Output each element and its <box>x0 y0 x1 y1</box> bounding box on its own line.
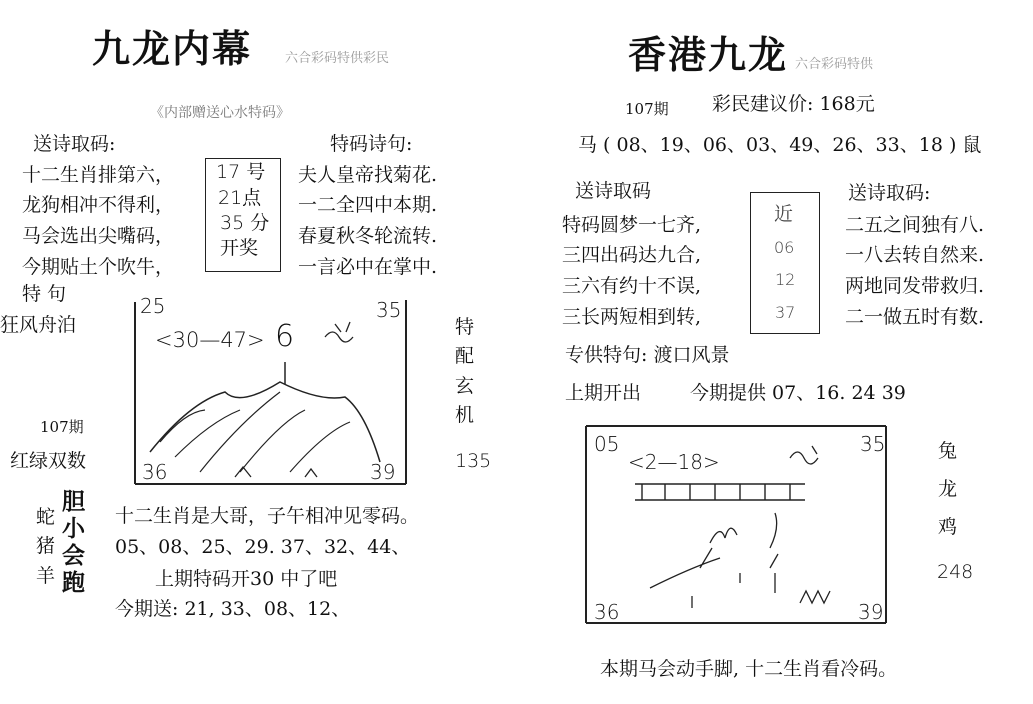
right-horse-line: 马 ( 08、19、06、03、49、26、33、18 ) 鼠 <box>578 134 982 156</box>
right-side-char: 鸡 <box>938 516 958 538</box>
left-title-note: 六合彩码特供彩民 <box>285 51 390 66</box>
right-poem-left-line: 三六有约十不误, <box>562 275 702 297</box>
left-animal: 羊 <box>36 564 56 587</box>
left-number-line: 05、08、25、29. 37、32、44、 <box>115 536 411 558</box>
left-poem-right-line: 夫人皇帝找菊花. <box>298 164 438 186</box>
right-special-line: 专供特句: 渡口风景 <box>565 344 730 366</box>
left-poem-left-line: 龙狗相冲不得利， <box>22 194 175 216</box>
left-tejv-label: 特 句 <box>22 283 67 305</box>
left-poem-left-head: 送诗取码: <box>33 133 116 155</box>
left-this-period: 今期送: 21, 33、08、12、 <box>115 598 351 620</box>
left-side-char: 特 <box>455 316 475 338</box>
left-draw-time-line: 35 分 <box>220 212 270 234</box>
left-period: 107期 <box>40 418 84 436</box>
right-side-char: 龙 <box>938 478 958 500</box>
left-draw-time-line: 17 号 <box>216 161 266 183</box>
left-side-number: 135 <box>455 450 492 472</box>
left-animal: 猪 <box>36 535 56 558</box>
left-last-period: 上期特码开30 中了吧 <box>155 568 338 590</box>
right-title: 香港九龙 <box>628 32 789 77</box>
right-poem-left-line: 三长两短相到转, <box>562 306 702 328</box>
left-draw-time-line: 21点 <box>218 187 262 209</box>
right-poem-right-line: 二一做五时有数. <box>845 306 985 328</box>
right-box-line: 06 <box>774 238 795 257</box>
left-poem-right-head: 特码诗句: <box>330 133 413 155</box>
right-side-vertical <box>938 432 957 546</box>
right-last-label: 上期开出 <box>565 382 642 404</box>
left-sketch-range: <30—47> <box>155 328 265 352</box>
right-poem-right-line: 二五之间独有八. <box>845 214 985 236</box>
left-title: 九龙内幕 <box>92 26 253 71</box>
left-color-label: 红绿双数 <box>10 450 87 472</box>
left-bold-char: 会 <box>62 542 85 570</box>
left-sketch <box>130 292 410 492</box>
left-bold-char: 小 <box>62 515 85 543</box>
right-poem-left-line: 三四出码达九合, <box>562 244 702 266</box>
left-sketch-top-right: 35 <box>376 298 402 322</box>
right-sketch-top-right: 35 <box>860 432 886 456</box>
left-sketch-bottom-left: 36 <box>142 460 168 484</box>
right-sketch-top-left: 05 <box>594 432 620 456</box>
right-box-line: 37 <box>775 303 796 322</box>
left-side-char: 玄 <box>455 374 475 397</box>
left-subtitle: 《内部赠送心水特码》 <box>150 105 290 121</box>
left-animals <box>36 503 55 591</box>
right-sketch-bottom-left: 36 <box>594 600 620 624</box>
left-bold-vertical <box>62 488 85 597</box>
left-side-char: 配 <box>455 345 475 368</box>
right-poem-right-line: 一八去转自然来. <box>845 244 985 266</box>
left-bold-char: 跑 <box>62 569 85 597</box>
left-side-vertical <box>455 313 474 431</box>
right-poem-left-line: 特码圆梦一七齐, <box>562 214 702 236</box>
left-sketch-bottom-right: 39 <box>370 460 396 484</box>
right-poem-right-line: 两地同发带救归. <box>845 275 985 297</box>
right-this-offer: 今期提供 07、16. 24 39 <box>690 382 906 404</box>
left-poem-left-line: 十二生肖排第六， <box>22 164 175 186</box>
right-poem-left-head: 送诗取码 <box>575 180 652 202</box>
right-title-note: 六合彩码特供 <box>795 57 874 72</box>
left-side-char: 机 <box>455 404 475 427</box>
right-box-line: 12 <box>775 270 796 289</box>
left-poem-right-line: 一二全四中本期. <box>298 194 438 216</box>
right-price: 彩民建议价: 168元 <box>712 93 875 115</box>
left-tejv-text: 狂风舟泊 <box>0 314 77 336</box>
right-sketch <box>580 418 892 628</box>
right-sketch-range: <2—18> <box>628 450 720 474</box>
right-sketch-bottom-right: 39 <box>858 600 884 624</box>
right-box-line: 近 <box>774 203 794 225</box>
left-bold-char: 胆 <box>62 488 85 515</box>
right-period: 107期 <box>625 100 669 118</box>
left-animal: 蛇 <box>36 506 56 528</box>
left-poem-right-line: 一言必中在掌中. <box>298 256 438 278</box>
right-footer: 本期马会动手脚, 十二生肖看冷码。 <box>600 658 898 680</box>
left-draw-time-line: 开奖 <box>220 237 259 259</box>
left-poem-left-line: 今期贴土个吹牛， <box>22 256 175 278</box>
left-poem-left-line: 马会选出尖嘴码， <box>22 225 175 247</box>
right-side-number: 248 <box>937 561 974 583</box>
left-poem-right-line: 春夏秋冬轮流转. <box>298 225 438 247</box>
left-zodiac-line: 十二生肖是大哥，子午相冲见零码。 <box>115 505 420 527</box>
left-sketch-top-left: 25 <box>140 294 166 318</box>
left-sketch-digit: 6 <box>275 319 295 354</box>
right-poem-right-head: 送诗取码: <box>848 182 931 204</box>
right-side-char: 兔 <box>938 440 958 462</box>
